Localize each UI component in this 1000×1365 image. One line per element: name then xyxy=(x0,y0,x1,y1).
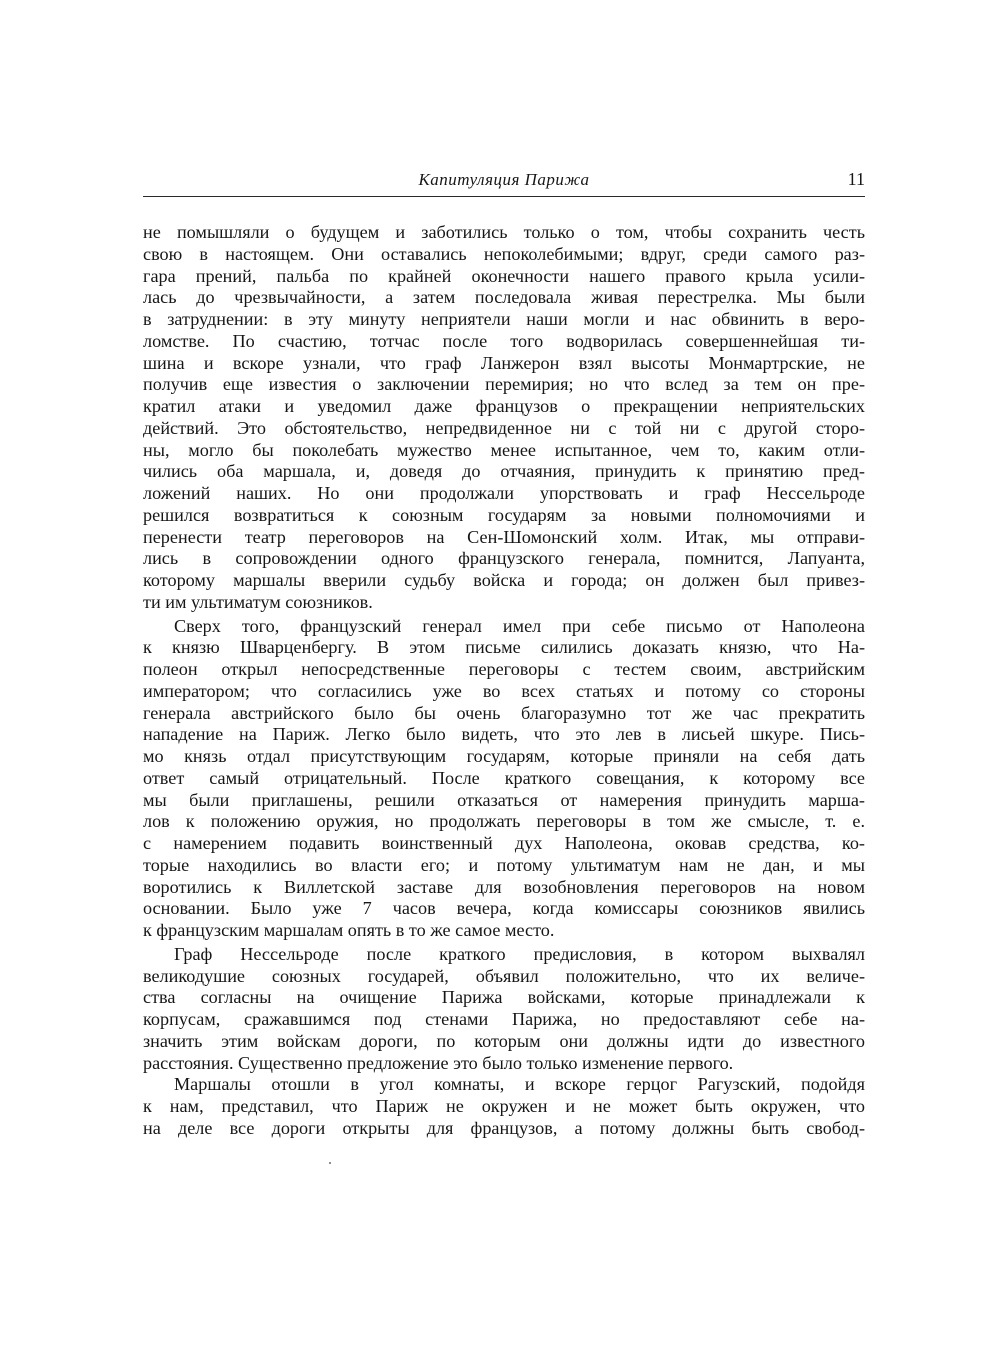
text-line: не помышляли о будущем и заботились только о том, чтобы сохранить честь xyxy=(143,222,865,242)
text-line: мо князь отдал присутствующим государям, которые приняли на себя дать xyxy=(143,746,865,766)
text-line: генерала австрийского было бы очень благоразумно тот же час прекратить xyxy=(143,702,865,723)
text-line: к князю Шварценбергу. В этом письме силились доказать князю, что На- xyxy=(143,637,865,658)
text-line: которому маршалы вверили судьбу войска и города; он должен был привез- xyxy=(143,570,865,590)
text-line: ны, могло бы поколебать мужество менее испытанное, чем то, каким отли- xyxy=(143,439,865,460)
text-line: корпусам, сражавшимся под стенами Парижа, но предоставляют себе на- xyxy=(143,1009,865,1029)
text-line: торые находились во власти его; и потому ультиматум нам не дан, и мы xyxy=(143,854,865,875)
text-line: ломстве. По счастию, тотчас после того водворилась совершеннейшая ти- xyxy=(143,330,865,351)
text-line: лась до чрезвычайности, а затем последовала живая перестрелка. Мы были xyxy=(143,287,865,308)
text-line: ства согласны на очищение Парижа войсками, которые принадлежали к xyxy=(143,987,865,1008)
text-line: нападение на Париж. Легко было видеть, что это лев в лисьей шкуре. Пись- xyxy=(143,724,865,745)
text-line: к нам, представил, что Париж не окружен и не может быть окружен, что xyxy=(143,1096,865,1116)
text-line: великодушие союзных государей, объявил положительно, что их величе- xyxy=(143,965,865,986)
text-line: ложений наших. Но они продолжали упорствовать и граф Нессельроде xyxy=(143,483,865,503)
text-line: мы были приглашены, решили отказаться от намерения принудить марша- xyxy=(143,789,865,810)
text-line: значить этим войскам дороги, по которым они должны идти до известного xyxy=(143,1030,865,1051)
text-line: с намерением подавить воинственный дух Наполеона, оковав средства, ко- xyxy=(143,833,865,853)
text-line: основании. Было уже 7 часов вечера, когда комиссары союзников явились xyxy=(143,898,865,919)
paragraph-end-line: к французским маршалам опять в то же самое место. xyxy=(143,920,555,940)
paragraph-end-line: ти им ультиматум союзников. xyxy=(143,591,373,612)
page-header xyxy=(143,166,865,197)
text-line: шина и вскоре узнали, что граф Ланжерон взял высоты Монмартрские, не xyxy=(143,352,865,373)
running-title: Капитуляция Парижа xyxy=(418,170,590,189)
text-line: полеон открыл непосредственные переговоры с тестем своим, австрийским xyxy=(143,659,865,679)
text-line: получив еще известия о заключении перемирия; но что вслед за тем он пре- xyxy=(143,374,865,395)
print-speck xyxy=(329,1162,331,1164)
page-number: 11 xyxy=(847,169,865,189)
text-line: лись в сопровождении одного французского генерала, помнится, Лапуанта, xyxy=(143,548,865,569)
text-line: чились оба маршала, и, доведя до отчаяния, принудить к принятию пред- xyxy=(143,461,865,482)
text-line: гара прений, пальба по крайней оконечности нашего правого крыла усили- xyxy=(143,265,865,286)
text-line: воротились к Виллетской заставе для возобновления переговоров на новом xyxy=(143,876,865,897)
text-line: ответ самый отрицательный. После краткого совещания, к которому все xyxy=(143,767,865,788)
text-line: перенести театр переговоров на Сен-Шомонский холм. Итак, мы отправи- xyxy=(143,526,865,547)
paragraph-start-line: Сверх того, французский генерал имел при себе письмо от Наполеона xyxy=(174,615,865,636)
text-line: решился возвратиться к союзным государям за новыми полномочиями и xyxy=(143,504,865,525)
text-line: императором; что согласились уже во всех статьях и потому со стороны xyxy=(143,680,865,701)
text-line: лов к положению оружия, но продолжать переговоры в том же смысле, т. е. xyxy=(143,811,865,832)
text-line: на деле все дороги открыты для французов, а потому должны быть свобод- xyxy=(143,1117,865,1138)
text-line: кратил атаки и уведомил даже французов о прекращении неприятельских xyxy=(143,396,865,416)
paragraph-start-line: Граф Нессельроде после краткого предисловия, в котором выхвалял xyxy=(174,943,865,964)
paragraph-end-line: расстояния. Существенно предложение это было только изменение первого. xyxy=(143,1052,734,1073)
text-line: свою в настоящем. Они оставались непоколебимыми; вдруг, среди самого раз- xyxy=(143,243,865,264)
paragraph-start-line: Маршалы отошли в угол комнаты, и вскоре герцог Рагузский, подойдя xyxy=(174,1074,865,1095)
body-text xyxy=(143,222,865,1140)
text-line: действий. Это обстоятельство, непредвиденное ни с той ни с другой сторо- xyxy=(143,417,865,438)
text-line: в затруднении: в эту минуту неприятели наши могли и нас обвинить в веро- xyxy=(143,309,865,329)
